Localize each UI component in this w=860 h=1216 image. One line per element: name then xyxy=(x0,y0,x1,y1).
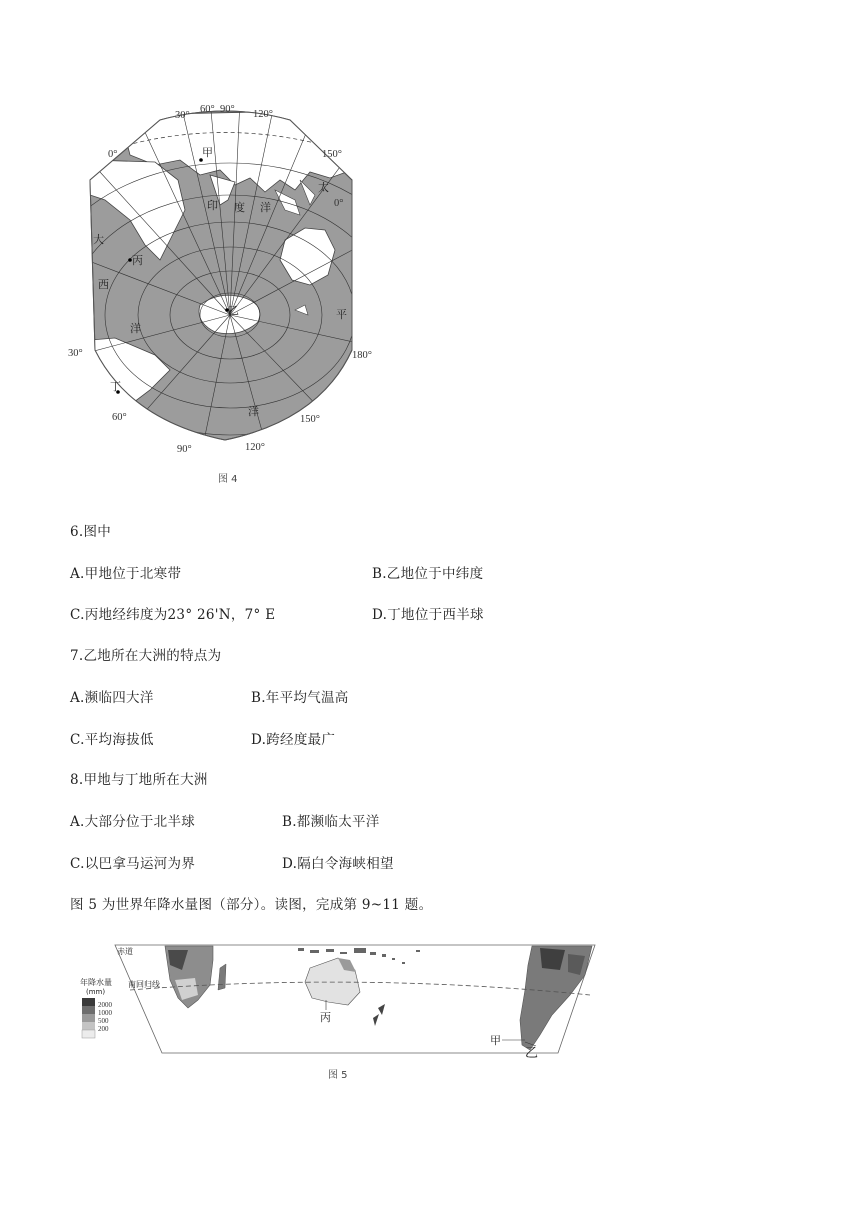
figure5-map xyxy=(70,940,600,1065)
lon-label: 150° xyxy=(300,414,320,425)
legend-title: 年降水量 xyxy=(80,978,112,987)
ocean-label: 太 xyxy=(318,181,329,194)
question-6-option-b: B.乙地位于中纬度 xyxy=(372,566,484,582)
legend-unit: (mm) xyxy=(86,988,106,996)
ocean-label: 洋 xyxy=(130,322,141,335)
question-8-option-b: B.都濒临太平洋 xyxy=(282,814,380,830)
equator-label: 赤道 xyxy=(117,947,133,956)
question-6-option-c: C.丙地经纬度为23° 26'N，7° E xyxy=(70,607,276,623)
question-6-option-a: A.甲地位于北寒带 xyxy=(70,566,182,582)
question-8-stem: 8.甲地与丁地所在大洲 xyxy=(70,772,208,788)
ocean-label: 洋 xyxy=(248,405,259,418)
lon-label: 90° xyxy=(177,444,192,455)
tropic-label: 南回归线 xyxy=(128,980,160,989)
figure4-map xyxy=(60,100,390,460)
lon-label: 60° xyxy=(112,412,127,423)
question-6-stem: 6.图中 xyxy=(70,524,112,540)
figure5-intro: 图 5 为世界年降水量图（部分）。读图，完成第 9~11 题。 xyxy=(70,897,433,913)
question-8-option-a: A.大部分位于北半球 xyxy=(70,814,196,830)
place-label-bing: 丙 xyxy=(132,254,143,267)
place-label-yi: 乙 xyxy=(228,304,239,317)
question-7-option-d: D.跨经度最广 xyxy=(251,732,336,748)
lon-label: 30° xyxy=(175,110,190,121)
place-label-ding: 丁 xyxy=(110,380,121,393)
ocean-label: 印 xyxy=(207,199,218,212)
legend-value: 500 xyxy=(98,1017,109,1025)
lon-label: 150° xyxy=(322,149,342,160)
place-label-jia: 甲 xyxy=(490,1034,501,1047)
ocean-label: 西 xyxy=(98,278,109,291)
place-label-jia: 甲 xyxy=(202,146,213,159)
lon-label: 120° xyxy=(245,442,265,453)
question-6-option-d: D.丁地位于西半球 xyxy=(372,607,484,623)
ocean-label: 平 xyxy=(336,308,347,321)
question-7-option-b: B.年平均气温高 xyxy=(251,690,349,706)
question-7-option-c: C.平均海拔低 xyxy=(70,732,154,748)
question-7-option-a: A.濒临四大洋 xyxy=(70,690,154,706)
lon-label: 90° xyxy=(220,104,235,115)
lon-label: 0° xyxy=(334,198,344,209)
ocean-label: 大 xyxy=(93,233,104,246)
figure5-caption: 图 5 xyxy=(328,1070,348,1081)
lon-label: 180° xyxy=(352,350,372,361)
figure4-caption: 图 4 xyxy=(218,474,238,485)
legend-value: 200 xyxy=(98,1025,109,1033)
place-label-yi: 乙 xyxy=(525,1046,539,1061)
question-8-option-c: C.以巴拿马运河为界 xyxy=(70,856,196,872)
legend-value: 2000 xyxy=(98,1001,112,1009)
lon-label: 30° xyxy=(68,348,83,359)
question-7-stem: 7.乙地所在大洲的特点为 xyxy=(70,648,222,664)
ocean-label: 度 xyxy=(234,201,245,214)
ocean-label: 洋 xyxy=(260,201,271,214)
question-8-option-d: D.隔白令海峡相望 xyxy=(282,856,394,872)
lon-label: 60° xyxy=(200,104,215,115)
legend-value: 1000 xyxy=(98,1009,112,1017)
legend-swatches xyxy=(82,998,95,1038)
lon-label: 0° xyxy=(108,149,118,160)
place-label-bing: 丙 xyxy=(320,1011,331,1024)
lon-label: 120° xyxy=(253,109,273,120)
